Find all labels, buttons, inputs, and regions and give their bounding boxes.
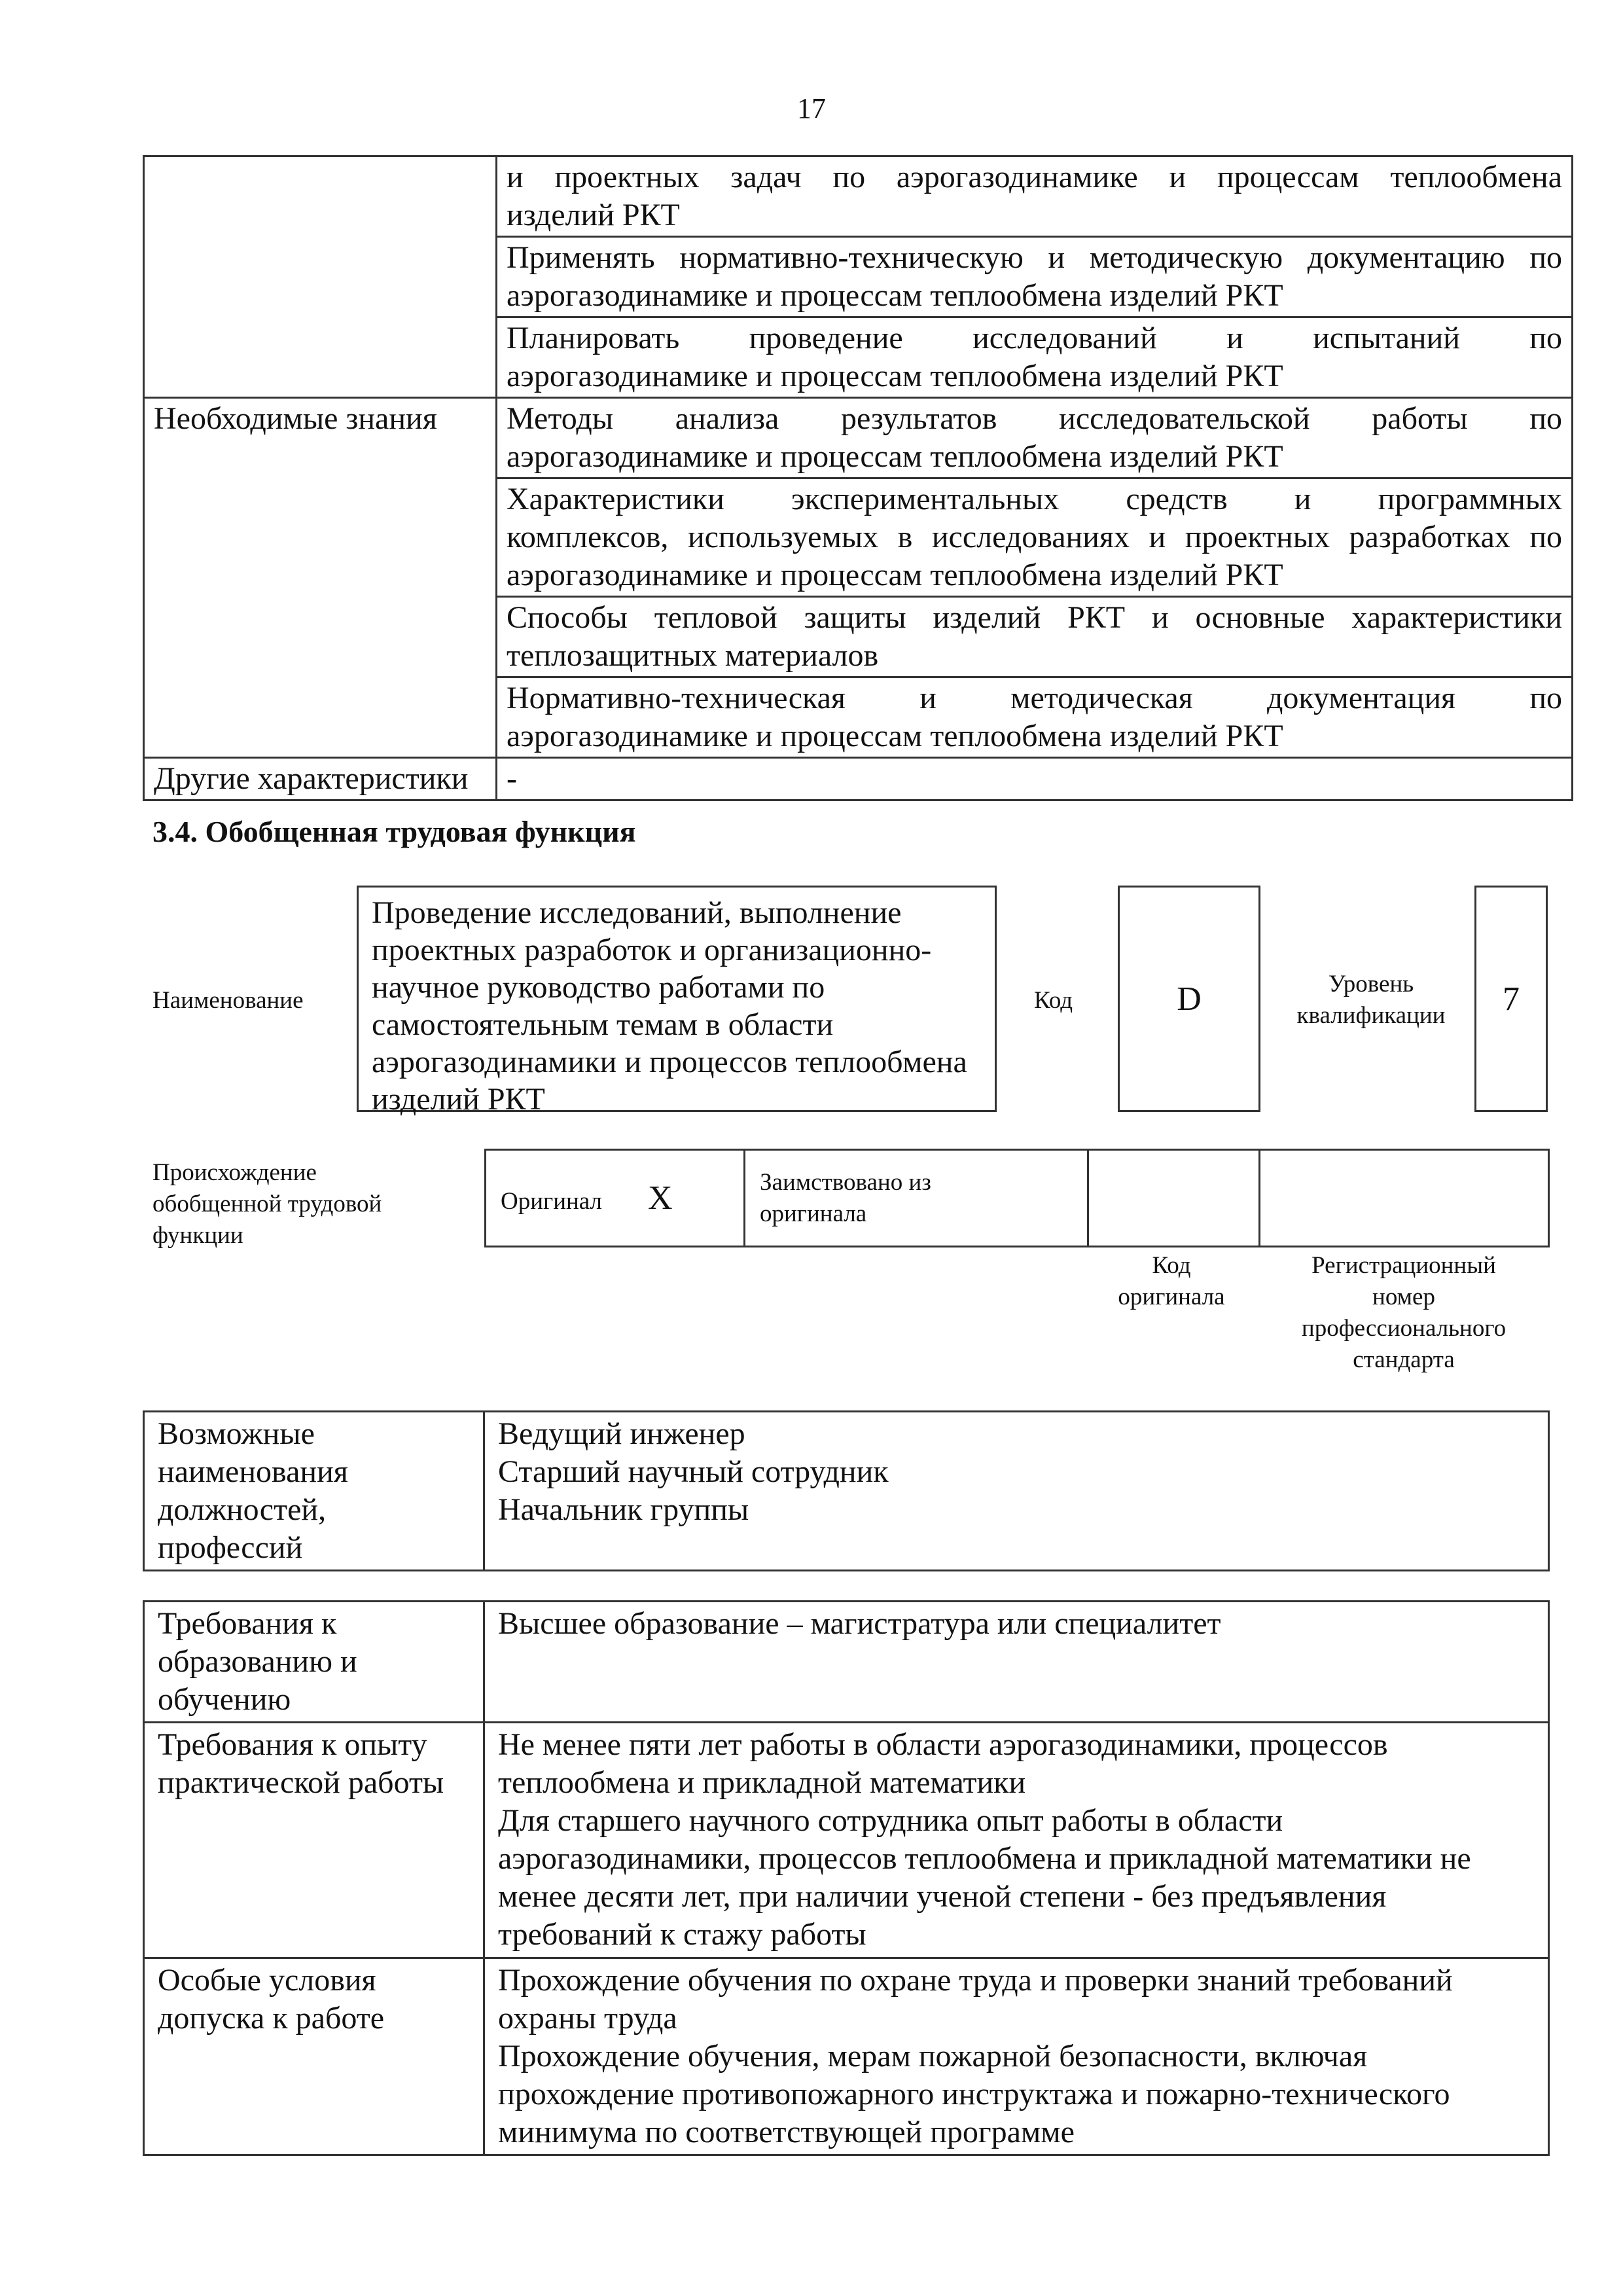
table-row bbox=[144, 1412, 1549, 1571]
text-line: наименования bbox=[158, 1454, 348, 1489]
text-line: Прохождение обучения, мерам пожарной безопасности, включая bbox=[498, 2039, 1368, 2073]
table-cell-value bbox=[497, 237, 1573, 317]
text-line: Регистрационный bbox=[1311, 1252, 1496, 1279]
text-line: требований к стажу работы bbox=[498, 1917, 866, 1952]
table-cell-label: Другие характеристики bbox=[144, 758, 497, 800]
text-line: Особые условия bbox=[158, 1963, 376, 1998]
function-name-box bbox=[357, 886, 997, 1117]
table-cell-value bbox=[497, 478, 1573, 597]
table-row bbox=[144, 156, 1573, 237]
positions-table bbox=[143, 1410, 1550, 1571]
text-line: Происхождение bbox=[152, 1159, 317, 1186]
text-line: номер bbox=[1372, 1283, 1435, 1310]
text-line: Уровень bbox=[1328, 971, 1414, 997]
text-line: аэрогазодинамике и процессам теплообмена изделий РКТ bbox=[507, 719, 1283, 753]
text-line: Заимствовано из bbox=[760, 1168, 931, 1196]
text-line: Требования к опыту bbox=[158, 1727, 427, 1762]
text-line: теплообмена и прикладной математики bbox=[498, 1765, 1026, 1800]
level-value-box: 7 bbox=[1474, 886, 1548, 1112]
text-line: научное руководство работами по bbox=[372, 970, 825, 1005]
table-cell-value bbox=[497, 597, 1573, 677]
text-line: профессий bbox=[158, 1530, 303, 1565]
text-line: менее десяти лет, при наличии ученой степени - без предъявления bbox=[498, 1879, 1387, 1914]
text-line: образованию и bbox=[158, 1644, 357, 1679]
text-line: оригинала bbox=[1118, 1283, 1225, 1310]
text-line: комплексов, используемых в исследованиях и проектных разработках по bbox=[507, 520, 1562, 554]
text-line: функции bbox=[152, 1222, 243, 1249]
text-line: Проведение исследований, выполнение bbox=[372, 895, 902, 930]
table-cell-value bbox=[497, 156, 1573, 237]
text-line: Требования к bbox=[158, 1606, 337, 1641]
text-line: стандарта bbox=[1353, 1346, 1455, 1373]
text-line: оригинала bbox=[760, 1200, 867, 1227]
page-number: 17 bbox=[797, 92, 826, 124]
table-cell-value bbox=[497, 677, 1573, 758]
text-line: обобщенной трудовой bbox=[152, 1191, 382, 1217]
text-line: минимума по соответствующей программе bbox=[498, 2115, 1075, 2149]
table-cell-value bbox=[497, 398, 1573, 478]
text-line: охраны труда bbox=[498, 2001, 677, 2036]
table-cell-label bbox=[144, 1602, 484, 1723]
original-label: Оригинал bbox=[501, 1188, 603, 1215]
table-cell-value bbox=[497, 758, 1573, 800]
section-title: 3.4. Обобщенная трудовая функция bbox=[152, 815, 636, 848]
skills-knowledge-table bbox=[143, 155, 1573, 801]
text-line: практической работы bbox=[158, 1765, 444, 1800]
original-code-cell bbox=[1088, 1150, 1260, 1247]
text-line: Прохождение обучения по охране труда и проверки знаний требований bbox=[498, 1963, 1453, 1998]
level-label bbox=[1276, 969, 1466, 1031]
text-line: Возможные bbox=[158, 1416, 315, 1451]
text-line: аэрогазодинамике и процессам теплообмена изделий РКТ bbox=[507, 439, 1283, 474]
text-line: - bbox=[507, 761, 517, 796]
text-line: Планировать проведение исследований и испытаний по bbox=[507, 321, 1562, 355]
text-line: Нормативно-техническая и методическая документация по bbox=[507, 681, 1562, 715]
table-row bbox=[144, 758, 1573, 800]
requirements-table bbox=[143, 1600, 1550, 2156]
name-label: Наименование bbox=[152, 987, 304, 1014]
table-cell-label bbox=[144, 1958, 484, 2155]
table-cell-value bbox=[484, 1412, 1549, 1571]
text-line: изделий РКТ bbox=[372, 1082, 545, 1117]
text-line: аэрогазодинамики и процессов теплообмена bbox=[372, 1045, 967, 1079]
table-cell-label bbox=[144, 1723, 484, 1958]
text-line: и проектных задач по аэрогазодинамике и процессам теплообмена bbox=[507, 160, 1562, 194]
text-line: аэрогазодинамике и процессам теплообмена изделий РКТ bbox=[507, 558, 1283, 592]
table-row bbox=[144, 1723, 1549, 1958]
original-code-caption bbox=[1086, 1250, 1257, 1313]
text-line: допуска к работе bbox=[158, 2001, 385, 2036]
borrowed-cell bbox=[745, 1150, 1088, 1247]
text-line: Код bbox=[1152, 1252, 1191, 1279]
table-row bbox=[144, 398, 1573, 478]
text-line: аэрогазодинамике и процессам теплообмена изделий РКТ bbox=[507, 359, 1283, 393]
original-cell bbox=[486, 1150, 745, 1247]
position-item: Старший научный сотрудник bbox=[498, 1454, 889, 1489]
table-cell-value bbox=[484, 1958, 1549, 2155]
text-line: теплозащитных материалов bbox=[507, 638, 879, 673]
table-row bbox=[486, 1150, 1549, 1247]
text-line: проектных разработок и организационно- bbox=[372, 933, 932, 967]
text-line: Способы тепловой защиты изделий РКТ и основные характеристики bbox=[507, 600, 1562, 635]
original-mark: X bbox=[648, 1179, 673, 1217]
table-cell-label: Необходимые знания bbox=[144, 398, 497, 758]
code-value-box: D bbox=[1118, 886, 1260, 1112]
table-cell-value bbox=[484, 1602, 1549, 1723]
position-item: Ведущий инженер bbox=[498, 1416, 745, 1451]
text-line: квалификации bbox=[1296, 1002, 1446, 1029]
origin-label bbox=[152, 1157, 382, 1251]
table-row bbox=[144, 1602, 1549, 1723]
text-line: изделий РКТ bbox=[507, 198, 680, 232]
text-line: Для старшего научного сотрудника опыт работы в области bbox=[498, 1803, 1283, 1838]
table-cell-label bbox=[144, 1412, 484, 1571]
origin-table bbox=[484, 1149, 1550, 1247]
table-cell-value bbox=[484, 1723, 1549, 1958]
text-line: должностей, bbox=[158, 1492, 327, 1527]
text-line: Характеристики экспериментальных средств и программных bbox=[507, 482, 1562, 516]
table-cell-value bbox=[497, 317, 1573, 398]
text-line: Не менее пяти лет работы в области аэрогазодинамики, процессов bbox=[498, 1727, 1388, 1762]
text-line: аэрогазодинамики, процессов теплообмена и прикладной математики не bbox=[498, 1841, 1471, 1876]
registration-number-caption bbox=[1260, 1250, 1548, 1376]
table-cell-label bbox=[144, 156, 497, 398]
text-line: обучению bbox=[158, 1682, 291, 1717]
text-line: профессионального bbox=[1301, 1315, 1507, 1342]
text-line: Методы анализа результатов исследовательской работы по bbox=[507, 401, 1562, 436]
text-line: Высшее образование – магистратура или специалитет bbox=[498, 1606, 1221, 1641]
text-line: аэрогазодинамике и процессам теплообмена изделий РКТ bbox=[507, 278, 1283, 313]
registration-number-cell bbox=[1260, 1150, 1549, 1247]
code-label: Код bbox=[1034, 987, 1073, 1014]
text-line: самостоятельным темам в области bbox=[372, 1007, 834, 1042]
position-item: Начальник группы bbox=[498, 1492, 749, 1527]
text-line: Применять нормативно-техническую и методическую документацию по bbox=[507, 240, 1562, 275]
table-row bbox=[144, 1958, 1549, 2155]
text-line: прохождение противопожарного инструктажа и пожарно-технического bbox=[498, 2077, 1450, 2111]
